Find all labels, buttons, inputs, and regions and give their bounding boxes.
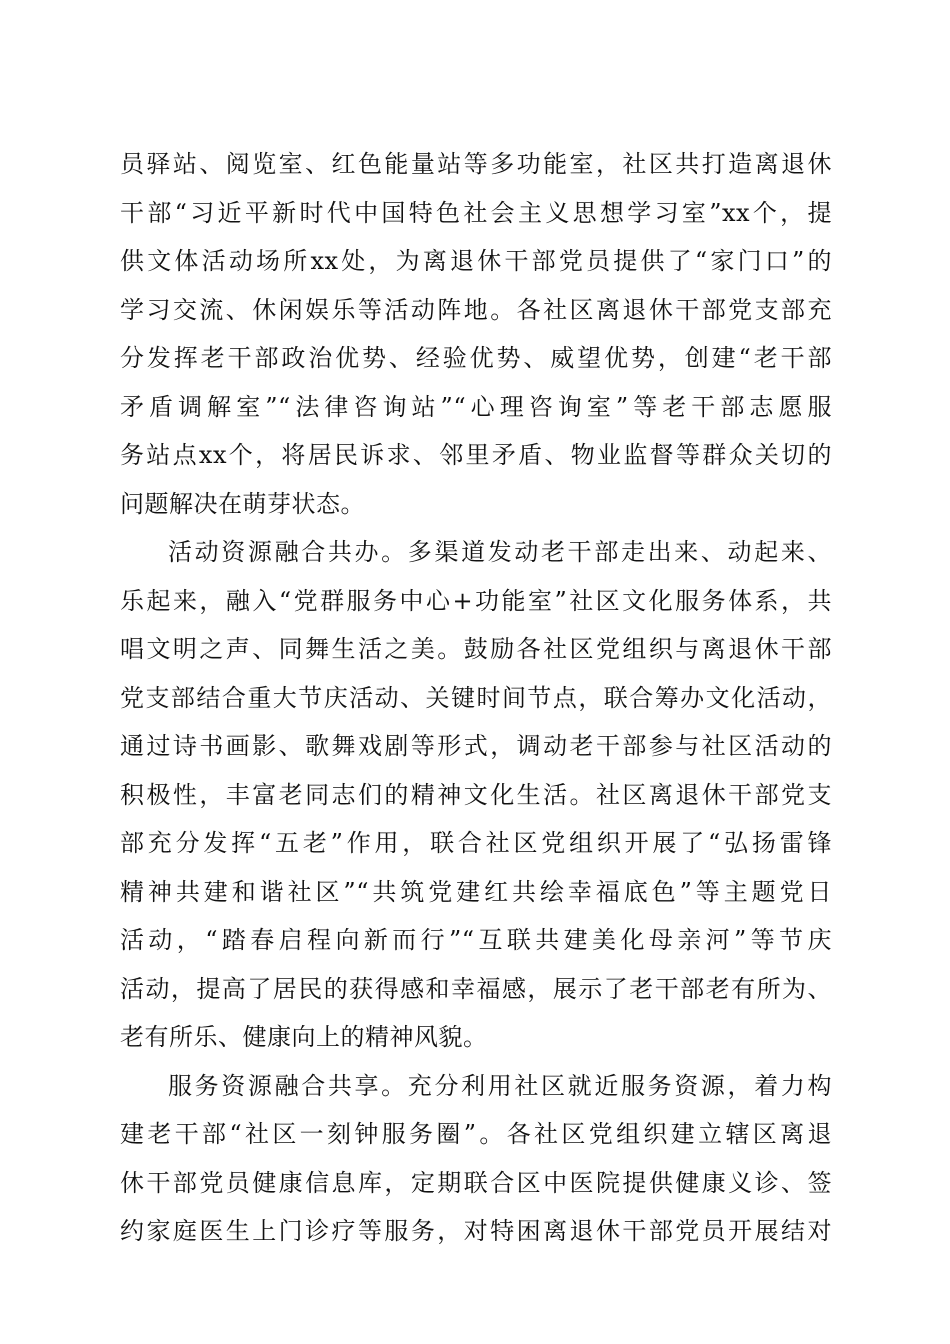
text-line: 矛盾调解室”“法律咨询站”“心理咨询室”等老干部志愿服 (120, 392, 832, 421)
document-body (120, 140, 832, 1256)
paragraph-heading-line: 活动资源融合共办。多渠道发动老干部走出来、动起来、 (168, 538, 832, 566)
paragraph-heading-line: 服务资源融合共享。充分利用社区就近服务资源，着力构 (168, 1071, 832, 1100)
text-line: 活动，“踏春启程向新而行”“互联共建美化母亲河”等节庆 (120, 926, 832, 954)
text-line: 问题解决在萌芽状态。 (120, 489, 365, 518)
text-line: 约家庭医生上门诊疗等服务，对特困离退休干部党员开展结对 (120, 1217, 832, 1245)
text-line: 活动，提高了居民的获得感和幸福感，展示了老干部老有所为、 (120, 974, 832, 1003)
text-line: 休干部党员健康信息库，定期联合区中医院提供健康义诊、签 (120, 1168, 832, 1197)
text-line: 老有所乐、健康向上的精神风貌。 (120, 1023, 488, 1051)
text-line: 积极性，丰富老同志们的精神文化生活。社区离退休干部党支 (120, 780, 832, 809)
text-line: 分发挥老干部政治优势、经验优势、威望优势，创建“老干部 (120, 344, 832, 372)
text-line: 乐起来，融入“党群服务中心+功能室”社区文化服务体系，共 (120, 586, 832, 615)
text-line: 干部“习近平新时代中国特色社会主义思想学习室”xx个，提 (120, 198, 832, 227)
text-line: 务站点xx个，将居民诉求、邻里矛盾、物业监督等群众关切的 (120, 441, 832, 469)
text-line: 唱文明之声、同舞生活之美。鼓励各社区党组织与离退休干部 (120, 635, 832, 663)
text-line: 党支部结合重大节庆活动、关键时间节点，联合筹办文化活动， (120, 683, 832, 712)
text-line: 部充分发挥“五老”作用，联合社区党组织开展了“弘扬雷锋 (120, 829, 832, 857)
text-line: 员驿站、阅览室、红色能量站等多功能室，社区共打造离退休 (120, 150, 832, 178)
text-line: 建老干部“社区一刻钟服务圈”。各社区党组织建立辖区离退 (120, 1120, 832, 1148)
text-line: 精神共建和谐社区”“共筑党建红共绘幸福底色”等主题党日 (120, 877, 832, 906)
text-line: 学习交流、休闲娱乐等活动阵地。各社区离退休干部党支部充 (120, 295, 832, 324)
text-line: 供文体活动场所xx处，为离退休干部党员提供了“家门口”的 (120, 247, 832, 275)
text-line: 通过诗书画影、歌舞戏剧等形式，调动老干部参与社区活动的 (120, 732, 832, 760)
